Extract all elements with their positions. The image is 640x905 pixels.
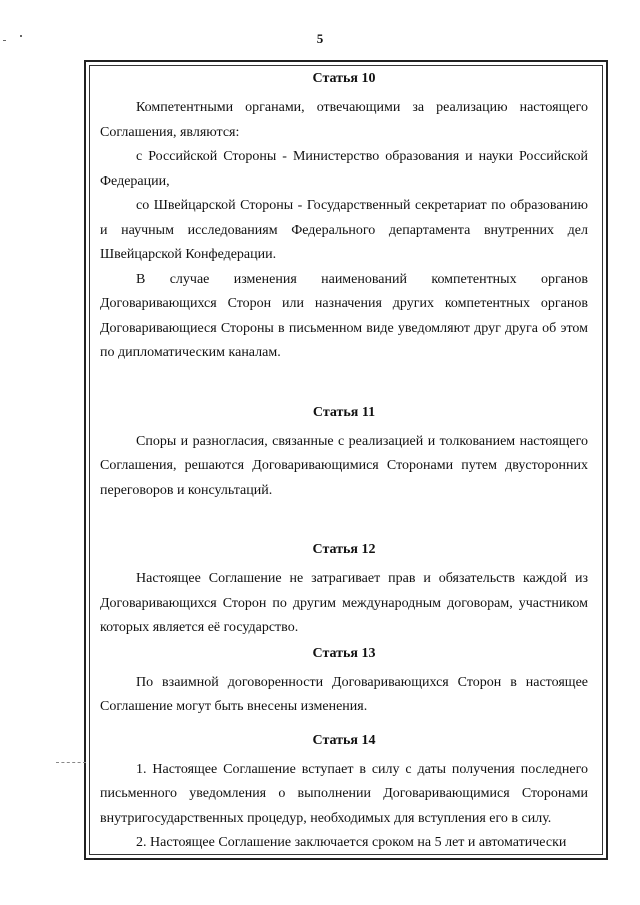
article-title: Статья 14	[312, 732, 376, 748]
article-title: Статья 13	[312, 645, 376, 661]
article-14	[100, 730, 588, 856]
article-paragraph: с Российской Стороны - Министерство образования и науки Российской Федерации,	[100, 149, 588, 189]
article-paragraph: В случае изменения наименований компетентных органов Договаривающихся Сторон или назначения других компетентных органов Договаривающиеся Стороны в письменном виде уведомляют друг друга об этом по дипломатическим каналам.	[100, 271, 588, 360]
scan-speck	[3, 40, 6, 41]
scan-speck	[20, 35, 22, 37]
article-title: Статья 10	[312, 71, 376, 86]
article-10	[100, 68, 588, 366]
article-11	[100, 402, 588, 504]
article-13	[100, 643, 588, 720]
document-body	[100, 68, 588, 856]
article-paragraph: Споры и разногласия, связанные с реализацией и толкованием настоящего Соглашения, решаются Договаривающимися Сторонами путем двусторонних переговоров и консультаций.	[100, 433, 588, 498]
margin-mark	[56, 762, 86, 764]
article-paragraph: 1. Настоящее Соглашение вступает в силу с даты получения последнего письменного уведомления о выполнении Договаривающимися Сторонами внутригосударственных процедур, необходимых для вступления его в силу.	[100, 761, 588, 826]
article-paragraph: Настоящее Соглашение не затрагивает прав и обязательств каждой из Договаривающихся Сторон по другим международным договорам, участником которых является её государство.	[100, 571, 588, 635]
article-title: Статья 12	[312, 542, 376, 557]
article-paragraph: со Швейцарской Стороны - Государственный секретариат по образованию и научным исследованиям Федерального департамента внутренних дел Швейцарской Конфедерации.	[100, 198, 588, 262]
article-title: Статья 11	[312, 404, 376, 420]
article-paragraph: Компетентными органами, отвечающими за реализацию настоящего Соглашения, являются:	[100, 100, 588, 140]
article-12	[100, 539, 588, 641]
article-paragraph: 2. Настоящее Соглашение заключается сроком на 5 лет и автоматически	[136, 835, 567, 850]
article-paragraph: По взаимной договоренности Договаривающихся Сторон в настоящее Соглашение могут быть внесены изменения.	[100, 674, 588, 714]
page-number: 5	[316, 31, 324, 46]
